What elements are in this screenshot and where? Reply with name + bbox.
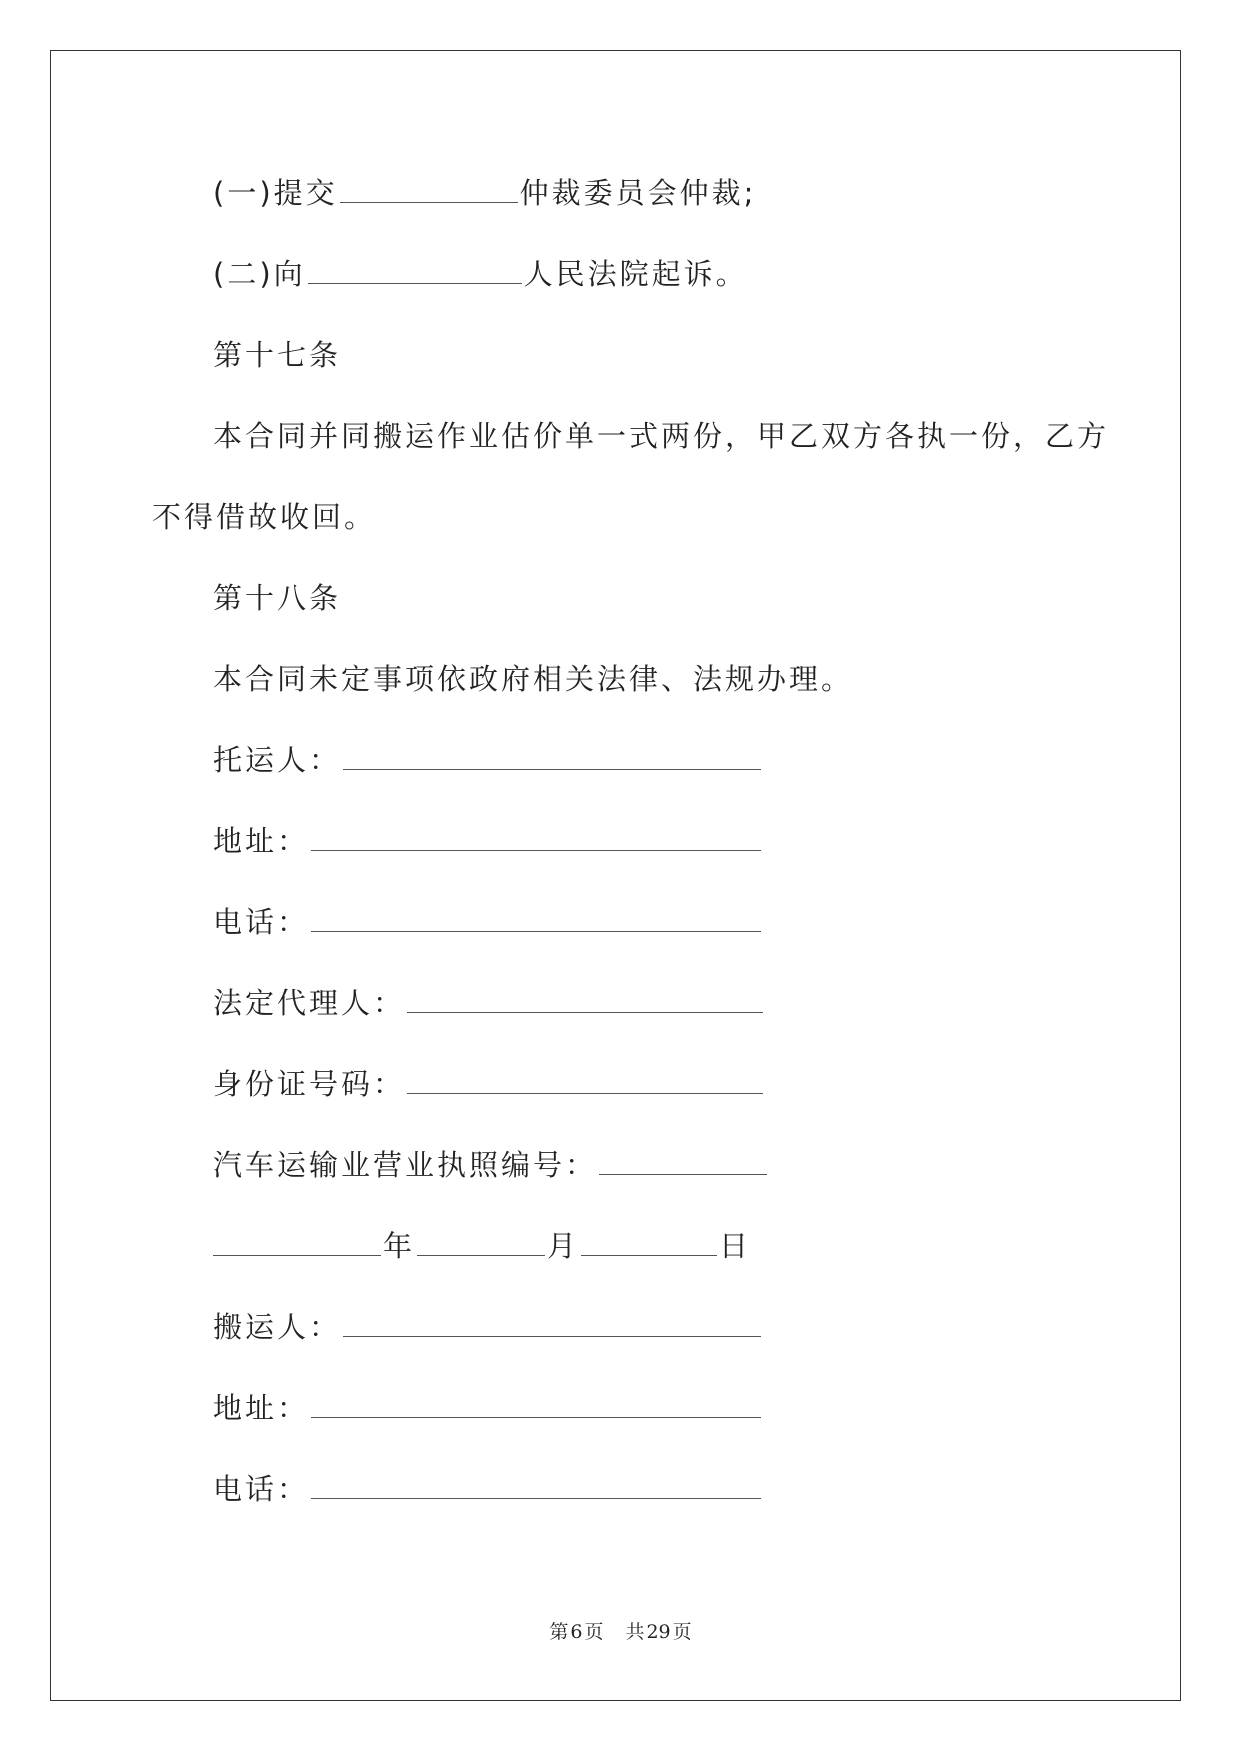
consignor-phone-field — [213, 902, 763, 942]
month-blank[interactable] — [417, 1231, 545, 1256]
total-suffix: 页 — [672, 1621, 692, 1643]
arbitration-commission-blank[interactable] — [340, 178, 518, 203]
total-pages: 29 — [646, 1621, 671, 1643]
arbitration-clause-prefix: (一)提交 — [213, 176, 338, 210]
legal-agent-blank[interactable] — [407, 988, 763, 1013]
article-17-heading: 第十七条 — [213, 338, 342, 372]
month-label: 月 — [547, 1229, 580, 1263]
lawsuit-clause-prefix: (二)向 — [213, 257, 306, 291]
carrier-phone-blank[interactable] — [311, 1474, 761, 1499]
consignor-address-blank[interactable] — [311, 826, 761, 851]
lawsuit-clause — [213, 254, 748, 294]
page-footer — [0, 1617, 1241, 1644]
legal-agent-label: 法定代理人： — [213, 986, 406, 1020]
carrier-field — [213, 1307, 763, 1347]
carrier-phone-label: 电话： — [213, 1472, 310, 1506]
day-label: 日 — [719, 1229, 752, 1263]
license-number-blank[interactable] — [599, 1150, 767, 1175]
consignor-label: 托运人： — [213, 743, 342, 777]
carrier-phone-field — [213, 1469, 763, 1509]
consignor-phone-label: 电话： — [213, 905, 310, 939]
arbitration-clause — [213, 173, 756, 213]
page-suffix: 页 — [584, 1621, 604, 1643]
day-blank[interactable] — [581, 1231, 717, 1256]
total-prefix: 共 — [625, 1621, 645, 1643]
page-prefix: 第 — [549, 1621, 569, 1643]
lawsuit-clause-suffix: 人民法院起诉。 — [523, 257, 748, 291]
arbitration-clause-suffix: 仲裁委员会仲裁; — [519, 176, 757, 210]
consignor-phone-blank[interactable] — [311, 907, 761, 932]
carrier-address-field — [213, 1388, 763, 1428]
id-number-blank[interactable] — [407, 1069, 763, 1094]
consignor-address-field — [213, 821, 763, 861]
id-number-field — [213, 1064, 765, 1104]
carrier-blank[interactable] — [343, 1312, 761, 1337]
legal-agent-field — [213, 983, 765, 1023]
consignor-field — [213, 740, 763, 780]
court-name-blank[interactable] — [308, 259, 522, 284]
page-border — [50, 50, 1181, 1701]
license-number-field — [213, 1145, 769, 1185]
article-18-body: 本合同未定事项依政府相关法律、法规办理。 — [213, 662, 854, 696]
page-number: 6 — [570, 1621, 583, 1643]
year-label: 年 — [383, 1229, 416, 1263]
article-17-body-line-2: 不得借故收回。 — [152, 500, 377, 534]
consignor-blank[interactable] — [343, 745, 761, 770]
carrier-address-label: 地址： — [213, 1391, 310, 1425]
carrier-label: 搬运人： — [213, 1310, 342, 1344]
article-18-heading: 第十八条 — [213, 581, 342, 615]
date-field — [213, 1226, 751, 1266]
id-number-label: 身份证号码： — [213, 1067, 406, 1101]
year-blank[interactable] — [213, 1231, 381, 1256]
license-number-label: 汽车运输业营业执照编号： — [213, 1148, 598, 1182]
carrier-address-blank[interactable] — [311, 1393, 761, 1418]
consignor-address-label: 地址： — [213, 824, 310, 858]
article-17-body-line-1: 本合同并同搬运作业估价单一式两份，甲乙双方各执一份，乙方 — [213, 419, 1110, 453]
